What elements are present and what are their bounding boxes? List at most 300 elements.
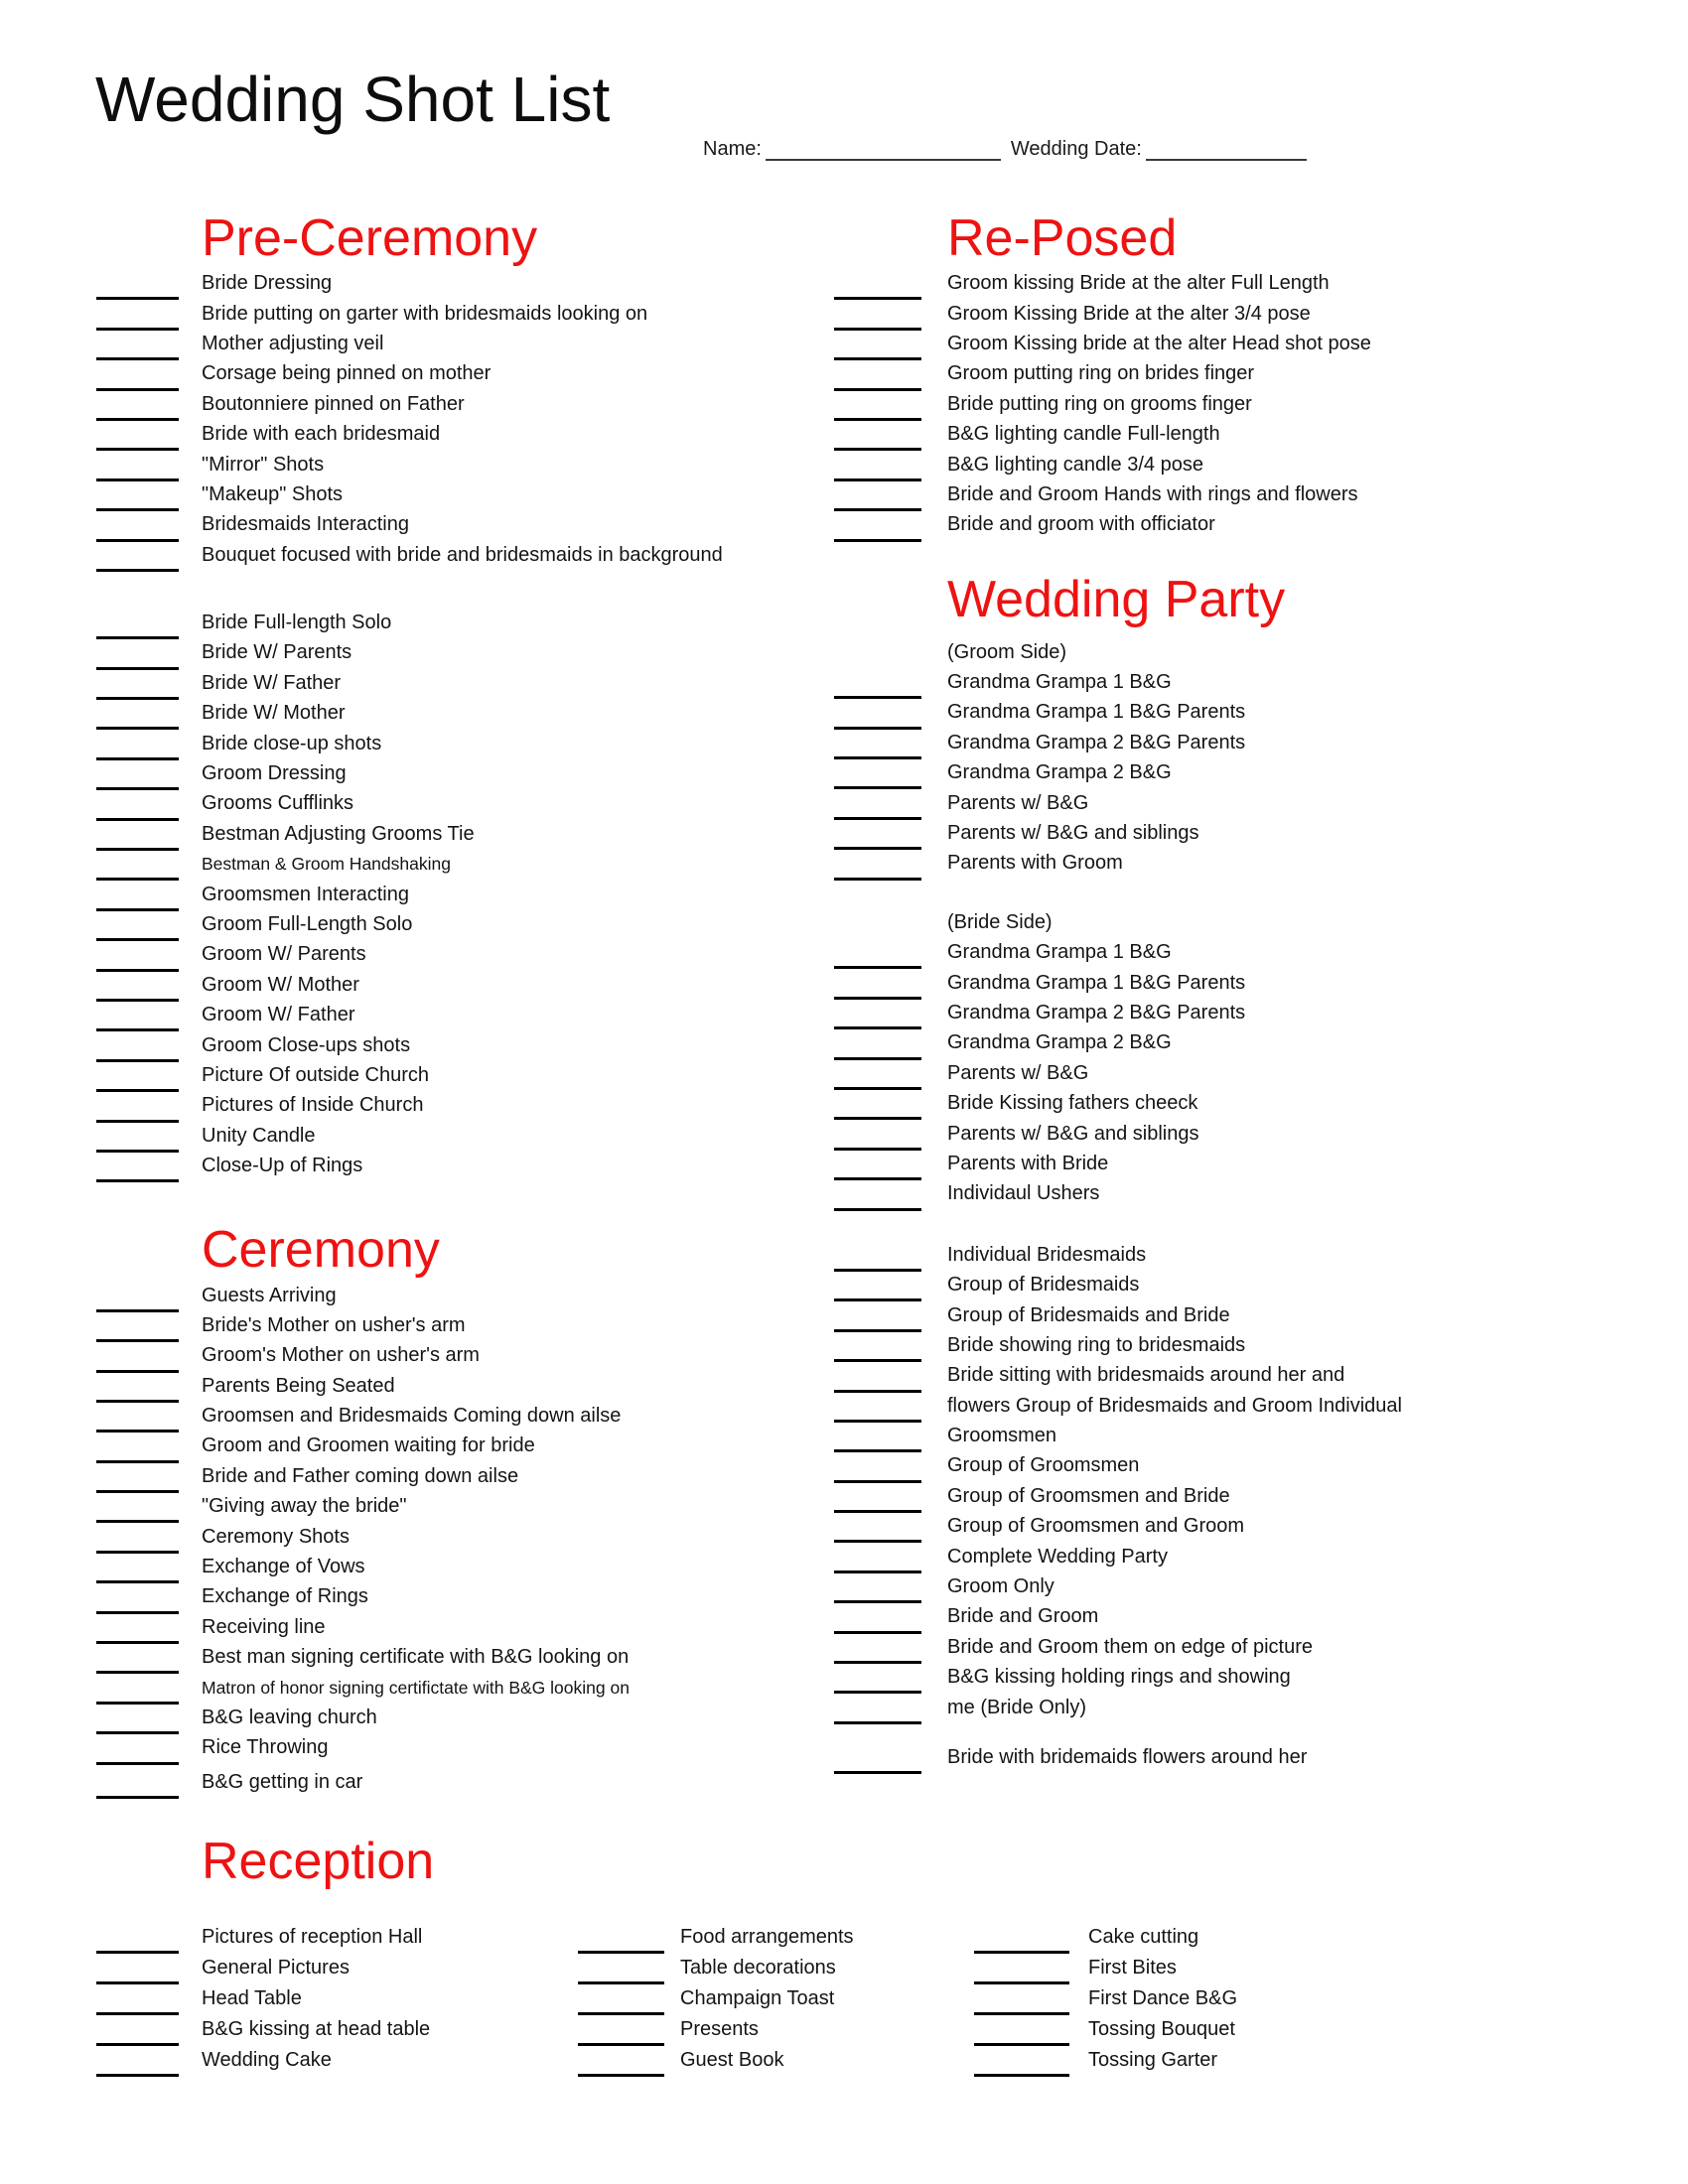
shot-group: [202, 268, 797, 570]
shot-group: [947, 1742, 1583, 1772]
shot-list-item: [947, 1742, 1583, 1772]
fill-in-blank-line: [834, 786, 921, 789]
shot-item-text: Bride W/ Parents: [202, 641, 352, 664]
fill-in-blank-line: [834, 1771, 921, 1774]
fill-in-blank-line: [578, 2043, 664, 2046]
shot-item-text: Parents with Groom: [947, 852, 1123, 875]
section-re-posed: [947, 208, 1583, 540]
shot-item-text: Table decorations: [680, 1956, 836, 1979]
fill-in-blank-line: [96, 1460, 179, 1463]
shot-list-item: [202, 1767, 797, 1797]
shot-item-text: Boutonniere pinned on Father: [202, 392, 465, 415]
fill-in-blank-line: [96, 727, 179, 730]
shot-item-text: Grandma Grampa 2 B&G: [947, 761, 1172, 784]
fill-in-blank-line: [96, 297, 179, 300]
shot-list-item: [202, 1340, 797, 1370]
fill-in-blank-line: [96, 908, 179, 911]
shot-list-item: [947, 1118, 1583, 1148]
shot-list-item: [947, 1632, 1583, 1662]
fill-in-blank-line: [834, 1298, 921, 1301]
shot-item-text: Ceremony Shots: [202, 1525, 350, 1548]
fill-in-blank-line: [834, 878, 921, 881]
shot-list-item: [202, 1732, 797, 1762]
shot-item-text: Group of Groomsmen and Groom: [947, 1515, 1245, 1538]
shot-list-item: [947, 848, 1583, 878]
fill-in-blank-line: [578, 2012, 664, 2015]
fill-in-blank-line: [96, 418, 179, 421]
shot-item-text: B&G getting in car: [202, 1770, 363, 1793]
shot-item-text: Bride W/ Father: [202, 671, 342, 694]
header-fields: [703, 137, 1307, 161]
fill-in-blank-line: [578, 1981, 664, 1984]
fill-in-blank-line: [834, 1390, 921, 1393]
fill-in-blank-line: [834, 1026, 921, 1029]
shot-list-item: [680, 2013, 854, 2044]
shot-list-item: [202, 1642, 797, 1672]
shot-list-item: [947, 1270, 1583, 1299]
shot-list-item: [202, 1151, 797, 1180]
shot-item-text: Bride and Groom them on edge of picture: [947, 1635, 1313, 1658]
shot-item-text: Parents w/ B&G and siblings: [947, 1122, 1199, 1145]
shot-item-text: Mother adjusting veil: [202, 332, 384, 354]
shot-list-item: [947, 728, 1583, 757]
shot-item-text: Groom Kissing bride at the alter Head shot pose: [947, 332, 1371, 354]
shot-list-item: [680, 1921, 854, 1952]
shot-list-item: [202, 819, 797, 849]
fill-in-blank-line: [578, 2074, 664, 2077]
shot-item-text: Grandma Grampa 2 B&G: [947, 1031, 1172, 1054]
shot-item-text: Tossing Bouquet: [1088, 2017, 1235, 2040]
shot-item-text: Group of Groomsmen: [947, 1454, 1140, 1477]
shot-list-item: [202, 698, 797, 728]
fill-in-blank-line: [96, 1430, 179, 1433]
shot-item-text: First Bites: [1088, 1956, 1177, 1979]
shot-list-item: [947, 1511, 1583, 1541]
shot-list-item: [947, 1360, 1583, 1390]
fill-in-blank-line: [96, 1150, 179, 1153]
fill-in-blank-line: [96, 2043, 179, 2046]
fill-in-blank-line: [834, 1661, 921, 1664]
fill-in-blank-line: [834, 1420, 921, 1423]
shot-list-item: [947, 419, 1583, 449]
shot-list-item: [202, 268, 797, 298]
shot-item-text: Groom Kissing Bride at the alter 3/4 pose: [947, 302, 1311, 325]
shot-list-item: [202, 449, 797, 478]
fill-in-blank-line: [834, 357, 921, 360]
fill-in-blank-line: [96, 2074, 179, 2077]
shot-list-item: [947, 1178, 1583, 1208]
shot-item-text: Group of Groomsmen and Bride: [947, 1484, 1230, 1507]
shot-item-text: Groom W/ Mother: [202, 973, 359, 996]
fill-in-blank-line: [834, 696, 921, 699]
shot-item-text: Parents w/ B&G: [947, 1061, 1089, 1084]
fill-in-blank-line: [834, 328, 921, 331]
shot-item-text: Bride's Mother on usher's arm: [202, 1313, 466, 1336]
shot-item-text: flowers Group of Bridesmaids and Groom Individual: [947, 1394, 1402, 1417]
shot-item-text: Parents with Bride: [947, 1152, 1109, 1174]
fill-in-blank-line: [96, 938, 179, 941]
fill-in-blank-line: [96, 448, 179, 451]
fill-in-blank-line: [96, 636, 179, 639]
fill-in-blank-line: [96, 1641, 179, 1644]
fill-in-blank-line: [96, 818, 179, 821]
shot-item-text: Groom Close-ups shots: [202, 1033, 411, 1056]
shot-list-item: [202, 2044, 430, 2075]
shot-list-item: [202, 1672, 797, 1702]
fill-in-blank-line: [834, 1449, 921, 1452]
wedding-date-label: Wedding Date:: [1010, 138, 1142, 160]
fill-in-blank-line: [834, 1269, 921, 1272]
shot-item-text: B&G lighting candle Full-length: [947, 423, 1220, 446]
fill-in-blank-line: [834, 756, 921, 759]
shot-list-item: [202, 879, 797, 908]
shot-list-item: [947, 1330, 1583, 1360]
group-label: [947, 907, 1583, 937]
fill-in-blank-line: [834, 1057, 921, 1060]
shot-group: [947, 637, 1583, 879]
section-heading-wedding-party: Wedding Party: [947, 570, 1286, 628]
shot-item-text: Wedding Cake: [202, 2048, 332, 2071]
fill-in-blank-line: [96, 1309, 179, 1312]
shot-item-text: Receiving line: [202, 1615, 326, 1638]
shot-list-item: [202, 1552, 797, 1581]
shot-list-item: [947, 1058, 1583, 1088]
shot-item-text: Bride Dressing: [202, 272, 333, 295]
shot-list-item: [947, 1450, 1583, 1480]
shot-item-text: Bestman Adjusting Grooms Tie: [202, 822, 475, 845]
fill-in-blank-line: [974, 1951, 1069, 1954]
shot-group: [202, 608, 797, 1180]
fill-in-blank-line: [834, 1329, 921, 1332]
shot-item-text: "Mirror" Shots: [202, 453, 325, 476]
shot-list-item: [202, 1371, 797, 1401]
shot-group: [947, 1240, 1583, 1722]
fill-in-blank-line: [834, 1510, 921, 1513]
shot-item-text: Bride Full-length Solo: [202, 612, 392, 634]
shot-item-text: Parents Being Seated: [202, 1374, 395, 1397]
fill-in-blank-line: [96, 388, 179, 391]
fill-in-blank-line: [96, 969, 179, 972]
shot-list-item: [202, 1491, 797, 1521]
fill-in-blank-line: [96, 1179, 179, 1182]
fill-in-blank-line: [834, 1600, 921, 1603]
shot-item-text: Picture Of outside Church: [202, 1063, 429, 1086]
fill-in-blank-line: [96, 1951, 179, 1954]
shot-list-item: [947, 389, 1583, 419]
shot-list-item: [947, 1391, 1583, 1421]
fill-in-blank-line: [96, 357, 179, 360]
shot-item-text: B&G kissing at head table: [202, 2017, 431, 2040]
fill-in-blank-line: [96, 539, 179, 542]
shot-item-text: B&G leaving church: [202, 1706, 377, 1728]
fill-in-blank-line: [96, 1551, 179, 1554]
shot-list-item: [202, 479, 797, 509]
shot-list-item: [202, 668, 797, 698]
shot-item-text: First Dance B&G: [1088, 1986, 1238, 2009]
shot-list-item: [947, 1692, 1583, 1721]
shot-list-item: [947, 1088, 1583, 1118]
shot-list-item: [202, 1921, 430, 1952]
fill-in-blank-line: [834, 1177, 921, 1180]
shot-list-item: [947, 268, 1583, 298]
shot-group: [947, 907, 1583, 1209]
shot-item-text: Complete Wedding Party: [947, 1545, 1168, 1568]
fill-in-blank-line: [974, 2074, 1069, 2077]
shot-list-item: [947, 1027, 1583, 1057]
fill-in-blank-line: [96, 1370, 179, 1373]
fill-in-blank-line: [96, 1731, 179, 1734]
shot-list-item: [947, 1601, 1583, 1631]
reception-column-2: [680, 1921, 854, 2075]
right-column: [947, 208, 1583, 1772]
shot-item-text: Parents w/ B&G and siblings: [947, 822, 1199, 845]
fill-in-blank-line: [96, 1611, 179, 1614]
shot-item-text: Bridesmaids Interacting: [202, 513, 409, 536]
wedding-date-fill-in-line: [1146, 137, 1307, 161]
shot-list-item: [202, 970, 797, 1000]
shot-list-item: [680, 2044, 854, 2075]
shot-list-item: [202, 608, 797, 637]
fill-in-blank-line: [96, 328, 179, 331]
shot-item-text: Grandma Grampa 2 B&G Parents: [947, 731, 1246, 753]
shot-list-item: [947, 1299, 1583, 1329]
fill-in-blank-line: [96, 999, 179, 1002]
shot-item-text: Bride close-up shots: [202, 732, 382, 754]
shot-list-item: [202, 419, 797, 449]
fill-in-blank-line: [834, 539, 921, 542]
shot-item-text: Bride sitting with bridesmaids around her and: [947, 1364, 1345, 1387]
shot-list-item: [947, 937, 1583, 967]
fill-in-blank-line: [974, 2012, 1069, 2015]
shot-item-text: Grandma Grampa 2 B&G Parents: [947, 1002, 1246, 1024]
fill-in-blank-line: [96, 1702, 179, 1705]
fill-in-blank-line: [96, 757, 179, 760]
shot-item-text: Individual Bridesmaids: [947, 1243, 1147, 1266]
shot-list-item: [202, 1029, 797, 1059]
shot-list-item: [947, 1481, 1583, 1511]
shot-list-item: [947, 1240, 1583, 1270]
group-label-text: (Bride Side): [947, 910, 1053, 933]
fill-in-blank-line: [834, 1570, 921, 1573]
fill-in-blank-line: [834, 1540, 921, 1543]
shot-list-item: [202, 358, 797, 388]
shot-item-text: Food arrangements: [680, 1925, 854, 1948]
section-heading-re-posed: Re-Posed: [947, 209, 1178, 267]
shot-list-item: [947, 757, 1583, 787]
fill-in-blank-line: [834, 1148, 921, 1151]
shot-item-text: "Makeup" Shots: [202, 482, 344, 505]
fill-in-blank-line: [834, 997, 921, 1000]
shot-list-item: [947, 1149, 1583, 1178]
shot-list-item: [202, 509, 797, 539]
fill-in-blank-line: [834, 1117, 921, 1120]
shot-list-item: [947, 998, 1583, 1027]
fill-in-blank-line: [834, 1721, 921, 1724]
shot-item-text: B&G lighting candle 3/4 pose: [947, 453, 1203, 476]
fill-in-blank-line: [96, 478, 179, 481]
shot-item-text: Cake cutting: [1088, 1925, 1199, 1948]
shot-item-text: Groom W/ Parents: [202, 943, 366, 966]
shot-list-item: [947, 1421, 1583, 1450]
fill-in-blank-line: [96, 1981, 179, 1984]
shot-item-text: Close-Up of Rings: [202, 1155, 363, 1177]
fill-in-blank-line: [96, 569, 179, 572]
shot-item-text: Bride and Groom: [947, 1605, 1099, 1628]
shot-list-item: [202, 1521, 797, 1551]
shot-item-text: Bouquet focused with bride and bridesmaids in background: [202, 543, 723, 566]
shot-item-text: Rice Throwing: [202, 1736, 329, 1759]
shot-list-item: [947, 358, 1583, 388]
group-label-text: (Groom Side): [947, 640, 1067, 663]
fill-in-blank-line: [96, 878, 179, 881]
shot-list-item: [1088, 1952, 1237, 1982]
shot-item-text: Groomsmen: [947, 1425, 1057, 1447]
shot-item-text: Groom kissing Bride at the alter Full Length: [947, 272, 1330, 295]
shot-item-text: Bride putting on garter with bridesmaids looking on: [202, 302, 648, 325]
shot-list-item: [202, 1121, 797, 1151]
fill-in-blank-line: [96, 1400, 179, 1403]
shot-list-item: [202, 788, 797, 818]
shot-list-item: [947, 787, 1583, 817]
shot-list-item: [680, 1982, 854, 2013]
shot-item-text: Groom Only: [947, 1575, 1055, 1598]
shot-list-item: [202, 540, 797, 570]
shot-item-text: Head Table: [202, 1986, 302, 2009]
shot-item-text: Bride with each bridesmaid: [202, 423, 441, 446]
name-fill-in-line: [766, 137, 1001, 161]
shot-item-text: Bride and Groom Hands with rings and flowers: [947, 482, 1358, 505]
fill-in-blank-line: [96, 1762, 179, 1765]
shot-list-item: [947, 1541, 1583, 1570]
shot-group: [947, 268, 1583, 540]
shot-item-text: Bride and Father coming down ailse: [202, 1464, 519, 1487]
shot-item-text: Groom putting ring on brides finger: [947, 362, 1255, 385]
shot-item-text: me (Bride Only): [947, 1696, 1087, 1718]
fill-in-blank-line: [834, 1631, 921, 1634]
shot-item-text: Parents w/ B&G: [947, 791, 1089, 814]
name-label: Name:: [703, 138, 762, 160]
fill-in-blank-line: [974, 2043, 1069, 2046]
fill-in-blank-line: [96, 848, 179, 851]
group-label: [947, 637, 1583, 667]
fill-in-blank-line: [96, 1490, 179, 1493]
shot-item-text: Exchange of Vows: [202, 1556, 365, 1578]
shot-list-item: [1088, 1982, 1237, 2013]
shot-list-item: [202, 1581, 797, 1611]
shot-list-item: [202, 1310, 797, 1340]
fill-in-blank-line: [834, 966, 921, 969]
shot-list-item: [1088, 1921, 1237, 1952]
fill-in-blank-line: [834, 1087, 921, 1090]
shot-list-item: [202, 939, 797, 969]
shot-list-item: [947, 509, 1583, 539]
shot-item-text: Grandma Grampa 1 B&G Parents: [947, 701, 1246, 724]
shot-item-text: Pictures of reception Hall: [202, 1925, 423, 1948]
section-wedding-party: [947, 570, 1583, 1773]
fill-in-blank-line: [834, 508, 921, 511]
fill-in-blank-line: [834, 297, 921, 300]
shot-list-item: [202, 298, 797, 328]
shot-list-item: [1088, 2013, 1237, 2044]
reception-column-1: [202, 1921, 430, 2075]
shot-list-item: [947, 697, 1583, 727]
fill-in-blank-line: [834, 1208, 921, 1211]
page-title: Wedding Shot List: [95, 64, 611, 135]
shot-list-item: [202, 1703, 797, 1732]
section-heading-reception: Reception: [202, 1833, 435, 1890]
shot-item-text: Groom Dressing: [202, 762, 347, 785]
shot-list-item: [202, 1280, 797, 1309]
shot-list-item: [202, 849, 797, 879]
fill-in-blank-line: [96, 1339, 179, 1342]
shot-item-text: Bestman & Groom Handshaking: [202, 854, 451, 875]
shot-item-text: Bride and groom with officiator: [947, 513, 1215, 536]
fill-in-blank-line: [834, 847, 921, 850]
fill-in-blank-line: [96, 667, 179, 670]
section-ceremony: [202, 1220, 797, 1797]
shot-list-item: [202, 758, 797, 788]
fill-in-blank-line: [96, 1120, 179, 1123]
fill-in-blank-line: [974, 1981, 1069, 1984]
shot-item-text: Bride W/ Mother: [202, 702, 346, 725]
shot-list-item: [947, 667, 1583, 697]
fill-in-blank-line: [96, 1796, 179, 1799]
shot-list-item: [202, 1612, 797, 1642]
shot-item-text: Groom's Mother on usher's arm: [202, 1344, 480, 1367]
shot-list-item: [202, 1000, 797, 1029]
shot-item-text: Pictures of Inside Church: [202, 1094, 424, 1117]
shot-item-text: Group of Bridesmaids and Bride: [947, 1303, 1230, 1326]
shot-item-text: General Pictures: [202, 1956, 350, 1979]
shot-list-item: [947, 298, 1583, 328]
shot-item-text: Grooms Cufflinks: [202, 792, 354, 815]
fill-in-blank-line: [834, 1480, 921, 1483]
fill-in-blank-line: [834, 1359, 921, 1362]
fill-in-blank-line: [96, 2012, 179, 2015]
fill-in-blank-line: [834, 817, 921, 820]
shot-item-text: Best man signing certificate with B&G looking on: [202, 1646, 630, 1669]
section-heading-pre-ceremony: Pre-Ceremony: [202, 209, 538, 267]
fill-in-blank-line: [96, 1580, 179, 1583]
shot-item-text: Presents: [680, 2017, 759, 2040]
shot-list-item: [947, 1571, 1583, 1601]
shot-list-item: [947, 329, 1583, 358]
shot-item-text: Corsage being pinned on mother: [202, 362, 492, 385]
shot-item-text: Exchange of Rings: [202, 1585, 368, 1608]
shot-list-item: [202, 1090, 797, 1120]
shot-list-item: [202, 1431, 797, 1460]
shot-list-item: [202, 1401, 797, 1431]
fill-in-blank-line: [834, 388, 921, 391]
fill-in-blank-line: [96, 1059, 179, 1062]
shot-list-item: [1088, 2044, 1237, 2075]
shot-item-text: Guest Book: [680, 2048, 784, 2071]
reception-section: [0, 1832, 1688, 2184]
shot-list-item: [202, 1461, 797, 1491]
shot-list-item: [947, 449, 1583, 478]
shot-list-item: [202, 1982, 430, 2013]
shot-item-text: Individaul Ushers: [947, 1182, 1100, 1205]
fill-in-blank-line: [834, 478, 921, 481]
shot-list-item: [202, 1952, 430, 1982]
fill-in-blank-line: [96, 697, 179, 700]
shot-item-text: "Giving away the bride": [202, 1495, 407, 1518]
shot-list-item: [202, 1060, 797, 1090]
fill-in-blank-line: [96, 1028, 179, 1031]
shot-list-item: [202, 2013, 430, 2044]
fill-in-blank-line: [96, 1089, 179, 1092]
shot-item-text: Grandma Grampa 1 B&G: [947, 671, 1172, 694]
